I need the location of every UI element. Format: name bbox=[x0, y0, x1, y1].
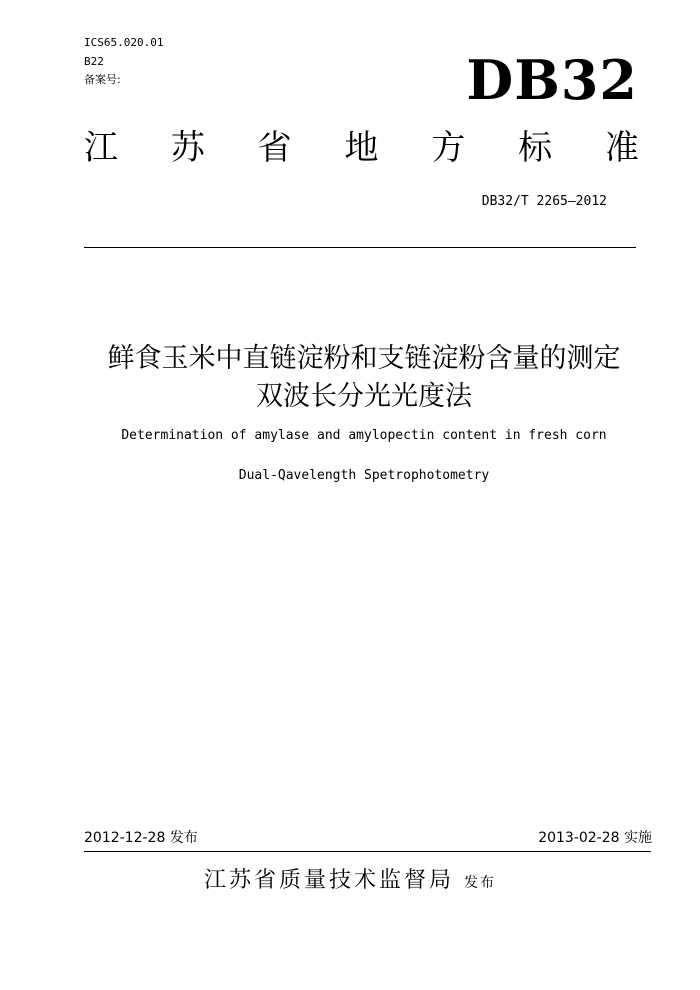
standard-type-char: 江 bbox=[84, 128, 118, 168]
header-divider bbox=[84, 247, 636, 248]
title-english-line-2: Dual-Qavelength Spetrophotometry bbox=[238, 468, 490, 483]
ics-code: ICS65.020.01 bbox=[84, 36, 164, 49]
footer-divider bbox=[84, 851, 651, 852]
record-number-label: 备案号: bbox=[84, 73, 121, 86]
standard-type-title bbox=[84, 128, 639, 168]
issuer-line bbox=[0, 866, 700, 896]
db-logo: DB32 bbox=[466, 48, 638, 112]
standard-type-char: 省 bbox=[257, 128, 292, 168]
issuer-name: 江苏省质量技术监督局 bbox=[203, 868, 454, 893]
title-english-line-1: Determination of amylase and amylopectin content in fresh corn bbox=[121, 428, 607, 443]
implement-date: 2013-02-28 实施 bbox=[538, 830, 652, 846]
classification-code: B22 bbox=[84, 55, 104, 68]
title-chinese-line-2: 双波长分光光度法 bbox=[256, 381, 472, 412]
standard-type-char: 准 bbox=[604, 128, 639, 168]
publish-date: 2012-12-28 发布 bbox=[84, 830, 198, 846]
issuer-suffix: 发布 bbox=[464, 875, 496, 891]
standard-type-char: 苏 bbox=[170, 128, 205, 168]
title-chinese-line-1: 鲜食玉米中直链淀粉和支链淀粉含量的测定 bbox=[107, 343, 621, 374]
standard-type-char: 方 bbox=[431, 128, 466, 168]
standard-code: DB32/T 2265—2012 bbox=[481, 194, 607, 209]
standard-type-char: 标 bbox=[518, 128, 553, 168]
standard-type-char: 地 bbox=[344, 128, 379, 168]
